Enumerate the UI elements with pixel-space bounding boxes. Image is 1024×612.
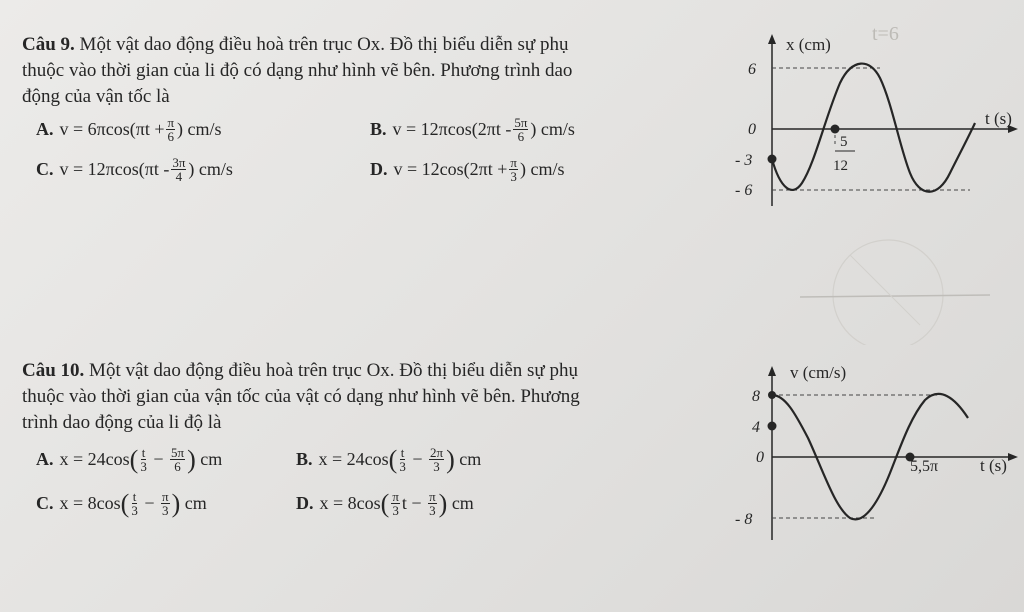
option-fraction <box>171 156 186 183</box>
option-post: cm <box>180 493 207 513</box>
frac-num: π <box>392 489 399 504</box>
option-mid: t − <box>401 493 427 513</box>
option-post: ) cm/s <box>530 119 575 139</box>
frac-num: π <box>429 489 436 504</box>
option-fraction-1 <box>131 490 138 517</box>
frac-num: t <box>141 445 146 460</box>
frac-den: 3 <box>429 503 436 518</box>
option-letter: A. <box>36 449 54 469</box>
option-mid: − <box>148 449 168 469</box>
option-letter: C. <box>36 493 54 513</box>
frac-num: π <box>161 489 169 504</box>
paren-open: ( <box>129 444 139 474</box>
q9-title: Câu 9. <box>22 34 75 55</box>
frac-den: 3 <box>140 459 147 474</box>
frac-den: 3 <box>433 459 440 474</box>
frac-den: 3 <box>399 459 406 474</box>
option-post: cm <box>447 493 474 513</box>
option-fraction-2 <box>170 446 185 473</box>
option-mid: − <box>407 449 427 469</box>
q9-line-2: thuộc vào thời gian của li độ có dạng như hình vẽ bên. Phương trình dao <box>22 60 573 81</box>
option-letter: D. <box>370 159 388 179</box>
frac-num: 5π <box>514 115 528 130</box>
option-post: ) cm/s <box>188 159 233 179</box>
option-fraction-1 <box>140 446 147 473</box>
option-pre: v = 12πcos(πt - <box>59 159 170 179</box>
q10-option-a[interactable] <box>36 446 222 473</box>
option-letter: C. <box>36 159 54 179</box>
t-mark-label: 5,5π <box>910 458 939 475</box>
frac-den: 6 <box>174 459 181 474</box>
q10-title: Câu 10. <box>22 360 85 381</box>
q10-graph <box>730 358 1020 548</box>
frac-den: 3 <box>162 503 169 518</box>
option-fraction <box>166 116 175 143</box>
t-point <box>831 125 840 134</box>
option-pre: v = 12πcos(2πt - <box>392 119 512 139</box>
paren-close: ) <box>171 488 181 518</box>
option-pre: x = 24cos <box>318 449 389 469</box>
paren-open: ( <box>120 488 130 518</box>
option-letter: D. <box>296 493 314 513</box>
frac-den: 3 <box>131 503 138 518</box>
frac-num: t <box>132 489 137 504</box>
tick-minus3: - 3 <box>735 152 753 169</box>
frac-num: π <box>510 155 517 170</box>
tick-0: 0 <box>748 121 756 138</box>
q10-option-c[interactable] <box>36 490 207 517</box>
q9-line1-text: Một vật dao động điều hoà trên trục Ox. Đồ thị biểu diễn sự phụ <box>79 34 569 55</box>
y-axis-arrow <box>768 366 776 376</box>
frac-num: 3π <box>172 155 186 170</box>
option-letter: A. <box>36 119 54 139</box>
paren-close: ) <box>446 444 455 474</box>
option-post: cm <box>454 449 482 469</box>
option-fraction-1 <box>399 446 406 473</box>
v-start-point <box>768 422 777 431</box>
option-pre: v = 6πcos(πt + <box>59 119 165 139</box>
y-label: x (cm) <box>786 35 831 54</box>
frac-den: 6 <box>517 129 525 144</box>
q10-text <box>22 358 742 436</box>
frac-num: 2π <box>430 445 444 460</box>
q9-line-1 <box>22 32 722 58</box>
option-pre: x = 8cos <box>59 493 121 513</box>
option-fraction <box>513 116 528 143</box>
paren-close: ) <box>187 444 196 474</box>
q10-line1-text: Một vật dao động điều hoà trên trục Ox. Đồ thị biểu diễn sự phụ <box>89 360 578 381</box>
tick-0: 0 <box>756 449 764 466</box>
option-fraction <box>509 156 518 183</box>
option-post: cm <box>195 449 223 469</box>
q9-option-c[interactable] <box>36 156 233 183</box>
option-pre: x = 8cos <box>319 493 381 513</box>
q10-line-1 <box>22 358 742 384</box>
frac-num: 5π <box>170 445 185 460</box>
tick-6: 6 <box>748 61 756 78</box>
v-top-point <box>768 391 776 399</box>
option-mid: − <box>139 493 159 513</box>
y-label: v (cm/s) <box>790 363 847 382</box>
tick-minus8: - 8 <box>735 511 753 528</box>
option-letter: B. <box>370 119 387 139</box>
option-letter: B. <box>296 449 313 469</box>
option-fraction-1 <box>391 490 400 517</box>
q9-option-b[interactable] <box>370 116 575 143</box>
tick-minus6: - 6 <box>735 182 753 199</box>
frac-den: 3 <box>392 503 399 518</box>
pencil-scribble <box>872 16 922 48</box>
q10-option-b[interactable] <box>296 446 481 473</box>
tick-4: 4 <box>752 419 760 436</box>
tick-8: 8 <box>752 388 760 405</box>
q9-graph <box>730 28 1020 213</box>
frac-den: 6 <box>167 129 174 144</box>
y-axis-arrow <box>768 34 776 44</box>
q10-line-3: trình dao động của li độ là <box>22 412 222 433</box>
frac-num: π <box>167 115 175 130</box>
option-fraction-2 <box>428 490 437 517</box>
frac-den: 3 <box>510 169 517 184</box>
paren-open: ( <box>380 488 390 518</box>
start-point <box>768 155 777 164</box>
q10-option-d[interactable] <box>296 490 474 517</box>
t-frac-den: 12 <box>833 158 848 174</box>
q9-option-d[interactable] <box>370 156 564 183</box>
option-post: ) cm/s <box>177 119 222 139</box>
q9-option-a[interactable] <box>36 116 222 143</box>
paren-open: ( <box>388 444 398 474</box>
frac-den: 4 <box>175 169 183 184</box>
option-pre: x = 24cos <box>59 449 130 469</box>
x-curve <box>772 64 975 192</box>
faint-sketch <box>770 215 1000 345</box>
t-label: t (s) <box>980 456 1007 475</box>
t-label: t (s) <box>985 109 1012 128</box>
q9-text <box>22 32 722 110</box>
q10-line-2: thuộc vào thời gian của vận tốc của vật có dạng như hình vẽ bên. Phương <box>22 386 580 407</box>
paren-close: ) <box>438 488 448 518</box>
svg-text:t=6: t=6 <box>872 23 899 45</box>
frac-num: t <box>400 445 405 460</box>
q9-line-3: động của vận tốc là <box>22 86 170 107</box>
t-axis-arrow <box>1008 453 1018 461</box>
option-fraction-2 <box>161 490 170 517</box>
option-fraction-2 <box>429 446 444 473</box>
option-post: ) cm/s <box>519 159 565 179</box>
option-pre: v = 12cos(2πt + <box>393 159 508 179</box>
t-frac-num: 5 <box>840 134 848 150</box>
